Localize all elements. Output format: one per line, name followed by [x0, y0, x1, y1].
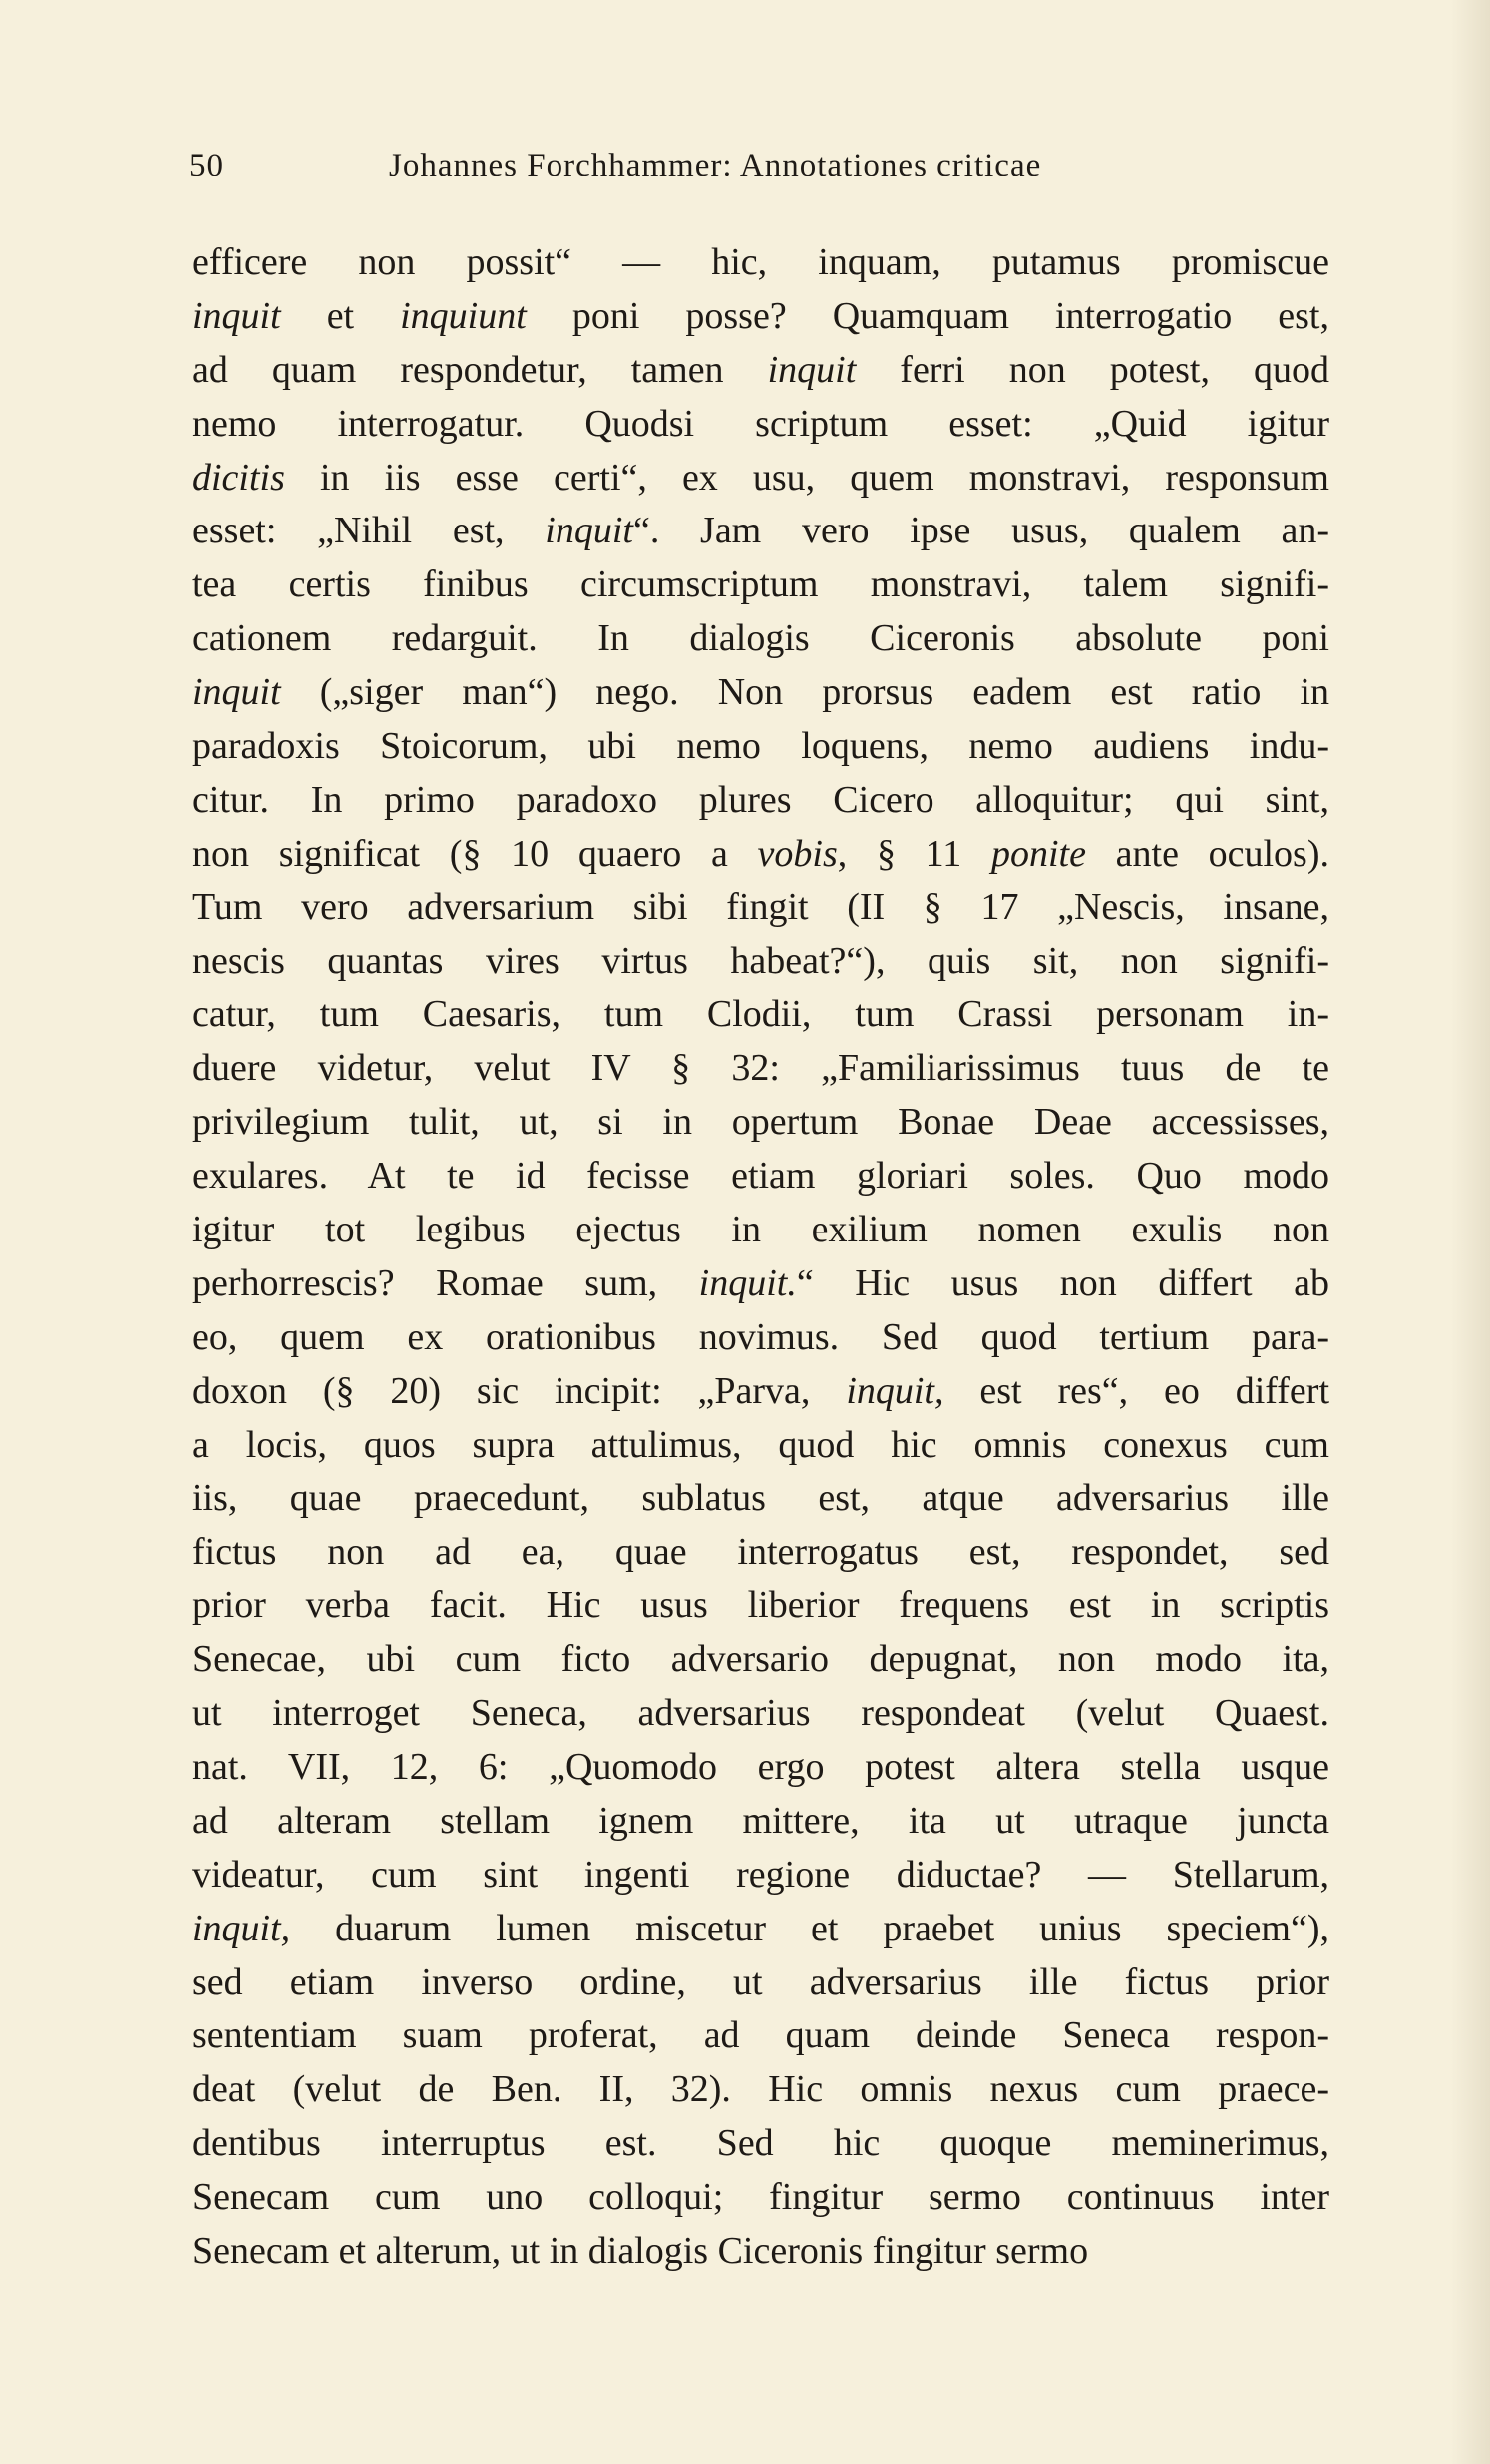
text-line [192, 612, 1329, 666]
text-segment: Tum vero adversarium sibi fingit (II § 17 „Nescis, insane, [192, 885, 1329, 928]
text-segment: duarum lumen miscetur et praebet unius speciem“), [290, 1907, 1329, 1949]
text-line [192, 1204, 1329, 1257]
text-segment: igitur tot legibus ejectus in exilium nomen exulis non [192, 1209, 1329, 1251]
italic-segment: inquit. [698, 1261, 797, 1304]
text-line [192, 1096, 1329, 1150]
text-segment: Senecam et alterum, ut in dialogis Ciceronis fingitur sermo [192, 2229, 1089, 2272]
page-header [189, 148, 1336, 191]
text-line [192, 2009, 1329, 2063]
text-segment: catur, tum Caesaris, tum Clodii, tum Crassi personam in- [192, 993, 1329, 1036]
text-segment: eo, quem ex orationibus novimus. Sed quod tertium para- [192, 1315, 1329, 1358]
italic-segment: inquiunt [400, 294, 527, 337]
text-segment: ferri non potest, quod [856, 348, 1329, 391]
text-segment: “ Hic usus non differt ab [796, 1261, 1329, 1304]
italic-segment: vobis [757, 832, 838, 875]
text-segment: ante oculos). [1085, 832, 1329, 875]
text-line [192, 1849, 1329, 1903]
text-line [192, 988, 1329, 1042]
text-segment: ad alteram stellam ignem mittere, ita ut utraque juncta [192, 1799, 1329, 1842]
text-line [192, 828, 1329, 881]
text-segment: videatur, cum sint ingenti regione diductae? — Stellarum, [192, 1853, 1329, 1896]
text-segment: sententiam suam proferat, ad quam deinde Seneca respon- [192, 2014, 1329, 2057]
italic-segment: inquit [192, 294, 281, 337]
text-line [192, 935, 1329, 989]
text-segment: doxon (§ 20) sic incipit: „Parva, [192, 1369, 847, 1412]
text-segment: “. Jam vero ipse usus, qualem an- [632, 510, 1329, 552]
text-line [192, 1150, 1329, 1204]
body-text [192, 236, 1329, 2279]
text-line [192, 1042, 1329, 1096]
text-segment: deat (velut de Ben. II, 32). Hic omnis nexus cum praece- [192, 2068, 1329, 2111]
text-segment: perhorrescis? Romae sum, [192, 1261, 699, 1304]
text-segment: a locis, quos supra attulimus, quod hic omnis conexus cum [192, 1423, 1329, 1466]
text-line [192, 344, 1329, 398]
text-line [192, 2063, 1329, 2117]
text-segment: et [280, 294, 401, 337]
text-line [192, 1687, 1329, 1741]
text-line [192, 2171, 1329, 2225]
text-segment: iis, quae praecedunt, sublatus est, atque adversarius ille [192, 1477, 1329, 1520]
italic-segment: inquit [767, 348, 857, 391]
text-line [192, 666, 1329, 720]
text-segment: Senecae, ubi cum ficto adversario depugnat, non modo ita, [192, 1638, 1329, 1681]
text-segment: ad quam respondetur, tamen [192, 348, 768, 391]
text-segment: in iis esse certi“, ex usu, quem monstravi, responsum [284, 456, 1329, 499]
text-line [192, 1311, 1329, 1365]
italic-segment: ponite [990, 832, 1086, 875]
text-segment: nat. VII, 12, 6: „Quomodo ergo potest altera stella usque [192, 1745, 1329, 1788]
text-line [192, 881, 1329, 935]
text-line [192, 1526, 1329, 1580]
page-edge-shadow [1450, 0, 1490, 2464]
text-segment: exulares. At te id fecisse etiam gloriari soles. Quo modo [192, 1155, 1329, 1198]
text-line [192, 1956, 1329, 2010]
text-line [192, 720, 1329, 774]
text-segment: nescis quantas vires virtus habeat?“), quis sit, non signifi- [192, 939, 1329, 982]
text-line [192, 2117, 1329, 2171]
running-title: Johannes Forchhammer: Annotationes criticae [389, 148, 1042, 183]
text-segment: esset: „Nihil est, [192, 510, 546, 552]
text-segment: poni posse? Quamquam interrogatio est, [526, 294, 1329, 337]
text-line [192, 1257, 1329, 1311]
text-line [192, 1633, 1329, 1687]
text-line [192, 1903, 1329, 1956]
text-segment: cationem redarguit. In dialogis Ciceronis absolute poni [192, 617, 1329, 660]
text-segment: citur. In primo paradoxo plures Cicero alloquitur; qui sint, [192, 778, 1329, 821]
text-line [192, 774, 1329, 828]
text-segment: paradoxis Stoicorum, ubi nemo loquens, nemo audiens indu- [192, 725, 1329, 768]
italic-segment: dicitis [192, 456, 285, 499]
text-segment: est res“, eo differt [943, 1369, 1329, 1412]
text-line [192, 1365, 1329, 1419]
text-segment: dentibus interruptus est. Sed hic quoque meminerimus, [192, 2122, 1329, 2165]
text-segment: prior verba facit. Hic usus liberior frequens est in scriptis [192, 1584, 1329, 1627]
text-line [192, 505, 1329, 558]
text-segment: fictus non ad ea, quae interrogatus est, respondet, sed [192, 1531, 1329, 1574]
text-line [192, 1472, 1329, 1526]
text-segment: ut interroget Seneca, adversarius respondeat (velut Quaest. [192, 1692, 1329, 1735]
text-line [192, 290, 1329, 344]
text-line [192, 452, 1329, 506]
text-line [192, 1795, 1329, 1849]
text-segment: non significat (§ 10 quaero a [192, 832, 758, 875]
page-number: 50 [189, 148, 224, 183]
text-line [192, 1419, 1329, 1473]
italic-segment: inquit [545, 510, 633, 552]
text-line [192, 2225, 1329, 2279]
italic-segment: inquit, [846, 1369, 944, 1412]
text-line [192, 398, 1329, 452]
text-line [192, 1580, 1329, 1633]
text-segment: tea certis finibus circumscriptum monstravi, talem signifi- [192, 563, 1329, 606]
text-segment: Senecam cum uno colloqui; fingitur sermo continuus inter [192, 2176, 1329, 2219]
text-segment: nemo interrogatur. Quodsi scriptum esset: „Quid igitur [192, 402, 1329, 445]
text-line [192, 236, 1329, 290]
text-segment: , § 11 [837, 832, 991, 875]
italic-segment: inquit, [192, 1907, 291, 1949]
text-segment: duere videtur, velut IV § 32: „Familiarissimus tuus de te [192, 1047, 1329, 1090]
text-line [192, 1741, 1329, 1795]
text-segment: privilegium tulit, ut, si in opertum Bonae Deae accessisses, [192, 1101, 1329, 1144]
italic-segment: inquit [192, 671, 281, 714]
text-segment: („siger man“) nego. Non prorsus eadem est ratio in [280, 671, 1329, 714]
text-segment: sed etiam inverso ordine, ut adversarius ille fictus prior [192, 1960, 1329, 2003]
text-line [192, 558, 1329, 612]
text-segment: efficere non possit“ — hic, inquam, putamus promiscue [192, 241, 1329, 283]
